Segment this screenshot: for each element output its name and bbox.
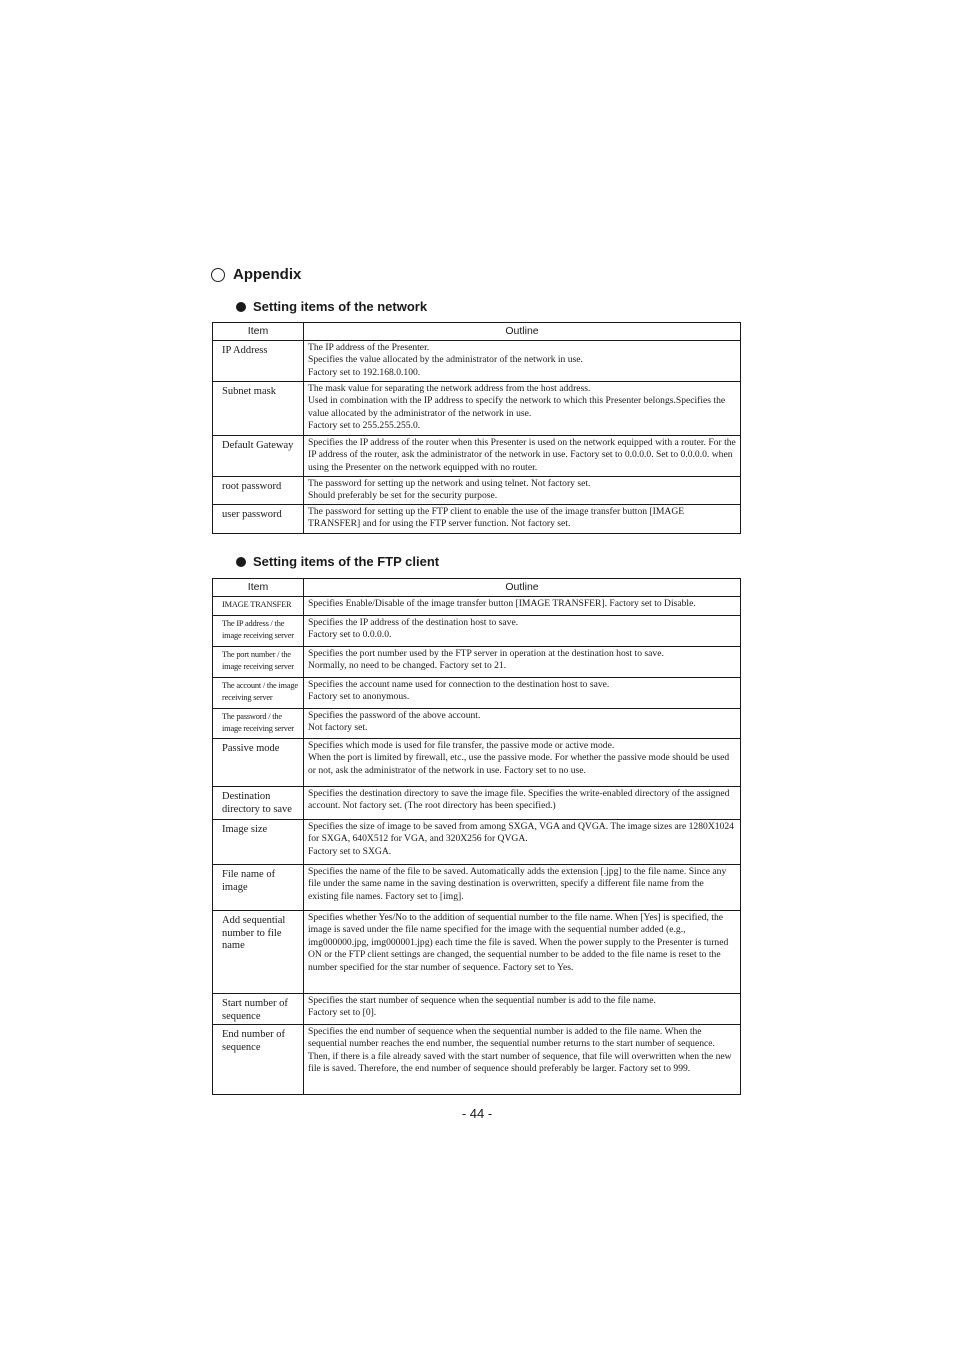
item-cell: Start number of sequence [213, 994, 304, 1025]
table-header-row [213, 323, 741, 341]
table-row [213, 994, 741, 1025]
bullet-icon [236, 557, 246, 567]
table-row [213, 382, 741, 436]
table-row [213, 709, 741, 739]
item-cell: Default Gateway [213, 436, 304, 477]
outline-cell: Specifies the account name used for connection to the destination host to save. Factory set to anonymous. [304, 678, 741, 709]
bullet-icon [236, 302, 246, 312]
item-cell: Subnet mask [213, 382, 304, 436]
item-cell: Passive mode [213, 739, 304, 787]
item-cell: The IP address / the image receiving server [213, 616, 304, 647]
outline-cell: Specifies the password of the above account. Not factory set. [304, 709, 741, 739]
table-row [213, 436, 741, 477]
network-section-heading [236, 299, 427, 314]
column-header-outline: Outline [304, 323, 741, 341]
outline-cell: Specifies the IP address of the router when this Presenter is used on the network equipped with a router. For the IP address of the router, ask the administrator of the network in use. Factory set to 0.0.0.0. Set to 0.0.0.0. when using the Presenter on the network equipped with no router. [304, 436, 741, 477]
item-cell: Image size [213, 820, 304, 865]
table-row [213, 678, 741, 709]
outline-cell: Specifies whether Yes/No to the addition of sequential number to the file name. When [Yes] is specified, the image is saved under the file name specified for the image with the sequential number added (e.g., img000000.jpg, img000001.jpg) each time the file is saved. When the power supply to the Presenter is turned ON or the FTP client settings are changed, the sequential number to be added to the file name is reset to the number specified for the star number of sequence. Factory set to Yes. [304, 911, 741, 994]
outline-cell: Specifies Enable/Disable of the image transfer button [IMAGE TRANSFER]. Factory set to Disable. [304, 597, 741, 616]
table-row [213, 1025, 741, 1095]
outline-cell: Specifies the start number of sequence when the sequential number is add to the file name. Factory set to [0]. [304, 994, 741, 1025]
appendix-heading [211, 266, 301, 283]
appendix-title: Appendix [233, 266, 302, 283]
outline-cell: Specifies the destination directory to save the image file. Specifies the write-enabled directory of the assigned account. Not factory set. (The root directory has been specified.) [304, 787, 741, 820]
item-cell: IP Address [213, 341, 304, 382]
network-heading-text: Setting items of the network [253, 299, 428, 314]
ftp-settings-table [212, 578, 741, 1095]
item-cell: user password [213, 505, 304, 534]
outline-cell: Specifies the end number of sequence when the sequential number is added to the file name. When the sequential number reaches the end number, the sequential number returns to the start number of sequence. Then, if there is a file already saved with the start number of sequence, that file will overwritten when the new file is saved. Therefore, the end number of sequence should preferably be larger. Factory set to 999. [304, 1025, 741, 1095]
outline-cell: The password for setting up the FTP client to enable the use of the image transfer button [IMAGE TRANSFER] and for using the FTP server function. Not factory set. [304, 505, 741, 534]
table-row [213, 616, 741, 647]
outline-cell: The mask value for separating the network address from the host address. Used in combination with the IP address to specify the network to which this Presenter belongs.Specifies the value allocated by the administrator of the network in use. Factory set to 255.255.255.0. [304, 382, 741, 436]
table-row [213, 911, 741, 994]
item-cell: root password [213, 477, 304, 505]
table-row [213, 787, 741, 820]
table-row [213, 477, 741, 505]
network-settings-table [212, 322, 741, 534]
outline-cell: The IP address of the Presenter. Specifies the value allocated by the administrator of the network in use. Factory set to 192.168.0.100. [304, 341, 741, 382]
item-cell: The password / the image receiving server [213, 709, 304, 739]
item-cell: The account / the image receiving server [213, 678, 304, 709]
outline-cell: Specifies the IP address of the destination host to save. Factory set to 0.0.0.0. [304, 616, 741, 647]
circle-icon [211, 268, 225, 282]
table-row [213, 865, 741, 911]
outline-cell: Specifies the port number used by the FTP server in operation at the destination host to save. Normally, no need to be changed. Factory set to 21. [304, 647, 741, 678]
table-row [213, 597, 741, 616]
column-header-outline: Outline [304, 579, 741, 597]
outline-cell: Specifies the size of image to be saved from among SXGA, VGA and QVGA. The image sizes are 1280X1024 for SXGA, 640X512 for VGA, and 320X256 for QVGA. Factory set to SXGA. [304, 820, 741, 865]
item-cell: IMAGE TRANSFER [213, 597, 304, 616]
outline-cell: Specifies which mode is used for file transfer, the passive mode or active mode. When the port is limited by firewall, etc., use the passive mode. For whether the passive mode should be used or not, ask the administrator of the network in use. Factory set to no use. [304, 739, 741, 787]
table-row [213, 505, 741, 534]
item-cell: Add sequential number to file name [213, 911, 304, 994]
item-cell: The port number / the image receiving server [213, 647, 304, 678]
outline-cell: Specifies the name of the file to be saved. Automatically adds the extension [.jpg] to the file name. Since any file under the same name in the saving destination is overwritten, specify a different file name from the existing file names. Factory set to [img]. [304, 865, 741, 911]
page-number: - 44 - [461, 1106, 493, 1121]
ftp-section-heading [236, 554, 439, 569]
column-header-item: Item [213, 579, 304, 597]
outline-cell: The password for setting up the network and using telnet. Not factory set. Should preferably be set for the security purpose. [304, 477, 741, 505]
column-header-item: Item [213, 323, 304, 341]
table-row [213, 341, 741, 382]
table-header-row [213, 579, 741, 597]
item-cell: Destination directory to save [213, 787, 304, 820]
table-row [213, 820, 741, 865]
table-row [213, 647, 741, 678]
table-row [213, 739, 741, 787]
item-cell: End number of sequence [213, 1025, 304, 1095]
item-cell: File name of image [213, 865, 304, 911]
ftp-heading-text: Setting items of the FTP client [253, 554, 440, 569]
